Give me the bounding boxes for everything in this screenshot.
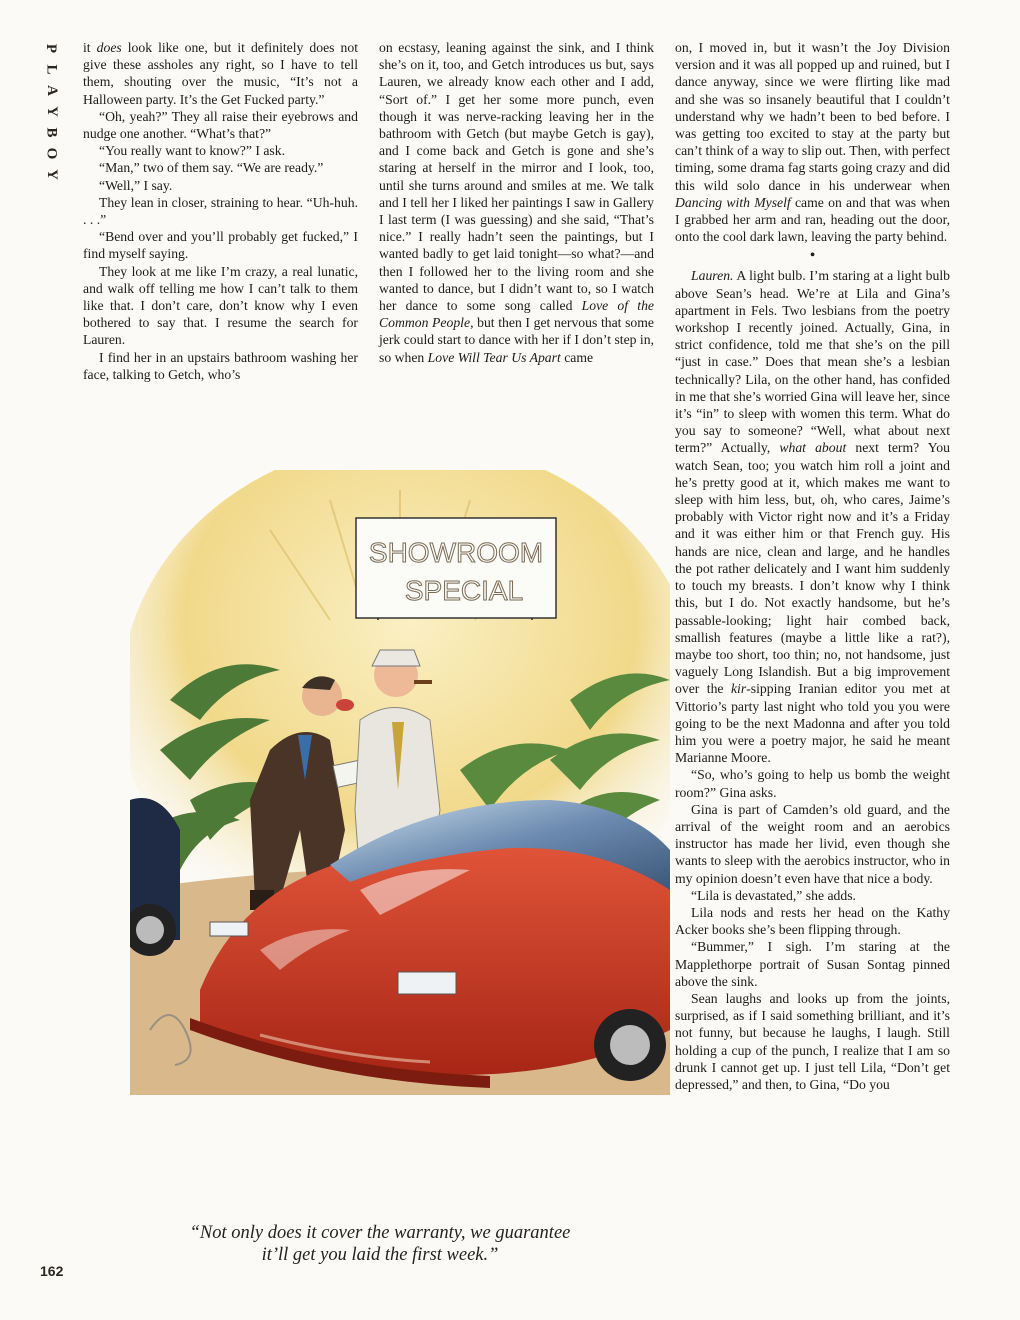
article-paragraph: Lila nods and rests her head on the Kathy Acker books she’s been flipping through. (675, 904, 950, 938)
masthead-letter: L (43, 64, 60, 75)
article-paragraph: Lauren. A light bulb. I’m staring at a light bulb above Sean’s head. We’re at Lila and Gina’s apartment in Fels. Two lesbians from the poetry workshop I recently joined. Actually, Gina, in strict confidence, told me that she’s on the pill “just in case.” Does that mean she’s a lesbian technically? Lila, on the other hand, has confided in me that she’s worried Gina will leave her, since it’s “in” to sleep with women this term. What do you say to someone? “Well, what about next term?” Actually, what about next term? You watch Sean, too; you watch him roll a joint and he’s pretty good at it, which makes me want to sleep with him less, but, oh, who cares, Jaime’s probably with Victor right now and it’s a Friday and it was either him or that French guy. His hands are nice, clean and large, and he handles the pot rather delicately and I want him suddenly to touch my breasts. I don’t know why I think this, but I do. Not exactly handsome, but he’s passable-looking; light hair combed back, smallish features (maybe a little like a rat?), maybe too short, too thin; no, not handsome, just vaguely Long Islandish. But a big improvement over the kir-sipping Iranian editor you met at Vittorio’s party last night who told you you were going to be the next Madonna and after you told him you were a poetry major, he said he meant Marianne Moore. (675, 268, 951, 766)
section-separator: • (809, 247, 816, 265)
text-column-1 (83, 39, 358, 383)
sign-text-line1: SHOWROOM (368, 537, 544, 568)
article-paragraph: “Well,” I say. (99, 177, 173, 193)
showroom-sign (356, 518, 556, 620)
text-column-2 (379, 39, 654, 366)
cartoon-illustration (130, 470, 670, 1095)
article-paragraph: “Lila is devastated,” she adds. (691, 887, 856, 903)
caption-line-2: it’ll get you laid the first week.” (261, 1245, 499, 1265)
article-paragraph: “You really want to know?” I ask. (99, 143, 286, 159)
article-paragraph: on ecstasy, leaning against the sink, and I think she’s on it, too, and Getch introduces us but, says Lauren, we already know each other and I add, “Sort of.” I get her some more punch, even though it was nerve-racking leaving her in the bathroom with Getch (but maybe Getch is gay), and I come back and Getch is gone and she’s staring at herself in the mirror and I look, too, until she turns around and smiles at me. We talk and I tell her I liked her paintings I saw in Gallery I last term (I was guessing) and she said, “That’s nice.” I really hadn’t seen the paintings, but I wanted badly to get laid tonight—so what?—and then I followed her to the living room and she wanted to dance, but I didn’t want to, so I watch her dance to some song called Love of the Common People, but then I get nervous that some jerk could start to dance with her if I don’t step in, so when Love Will Tear Us Apart came (379, 40, 654, 365)
cartoon-caption (135, 1222, 625, 1266)
dark-car-left (130, 798, 180, 956)
article-paragraph: I find her in an upstairs bathroom washing her face, talking to Getch, who’s (83, 349, 358, 382)
article-paragraph: Gina is part of Camden’s old guard, and the arrival of the weight room and an aerobics instructor has made her livid, even though she wants to sleep with the aerobics instructor, who in my opinion doesn’t even have that nice a body. (675, 801, 950, 886)
article-paragraph: “Bend over and you’ll probably get fucked,” I find myself saying. (83, 229, 358, 262)
masthead-letter: Y (43, 106, 60, 117)
masthead-letter: B (43, 127, 60, 138)
masthead-vertical (43, 40, 59, 183)
article-paragraph: “So, who’s going to help us bomb the weight room?” Gina asks. (675, 767, 950, 800)
article-paragraph: “Bummer,” I sigh. I’m staring at the Mapplethorpe portrait of Susan Sontag pinned above the sink. (675, 939, 950, 989)
article-paragraph: “Oh, yeah?” They all raise their eyebrows and nudge one another. “What’s that?” (83, 108, 358, 142)
article-paragraph: it does look like one, but it definitely does not give these assholes any right, so I have to tell them, shouting over the music, “It’s not a Halloween party. It’s the Get Fucked party.” (83, 40, 358, 107)
caption-line-1: “Not only does it cover the warranty, we guarantee (189, 1223, 571, 1243)
masthead-letter: P (43, 43, 60, 54)
article-paragraph: on, I moved in, but it wasn’t the Joy Division version and it was all popped up and ruined, but I dance anyway, since we were flirting like mad and she was so insanely beautiful that I couldn’t understand why we hadn’t been to bed before. I was getting too excited to stay at the party but can’t think of a way to slip out. Then, with perfect timing, some drama fag starts going crazy and did this wild solo dance in his underwear when Dancing with Myself came on and that was when I grabbed her arm and ran, heading out the door, onto the cool dark lawn, leaving the party behind. (675, 40, 951, 245)
article-paragraph: Sean laughs and looks up from the joints, surprised, as if I said something brilliant, and it’s not funny, but because he laughs, I laugh. Still holding a cup of the punch, I realize that I am so drunk I cannot get up. I just tell Lila, “Don’t get depressed,” and then, to Gina, “Do you (675, 990, 950, 1092)
masthead-letter: Y (43, 169, 60, 180)
masthead-letter: A (43, 85, 60, 96)
article-paragraph: They look at me like I’m crazy, a real lunatic, and walk off telling me how I can’t talk to them like that. I don’t care, don’t know why I even bothered to say that. I resume the search for Lauren. (83, 263, 358, 348)
text-column-3 (675, 39, 950, 1093)
article-paragraph: “Man,” two of them say. “We are ready.” (99, 160, 324, 176)
article-paragraph: They lean in closer, straining to hear. “Uh-huh. . . .” (83, 194, 358, 228)
sign-text-line2: SPECIAL (404, 575, 524, 606)
masthead-letter: O (43, 147, 60, 160)
page-number: 162 (40, 1263, 64, 1279)
